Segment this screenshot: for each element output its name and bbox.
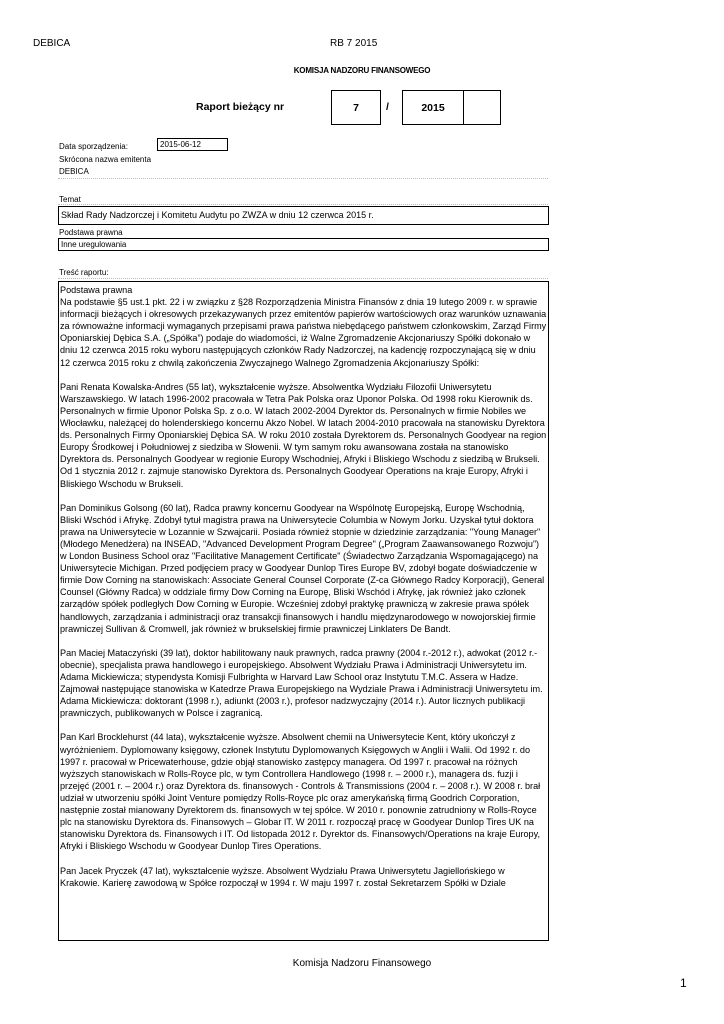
page-number: 1 [680, 976, 687, 990]
report-content [58, 281, 549, 941]
header-report-code: RB 7 2015 [330, 38, 378, 49]
issuer-divider [58, 177, 548, 179]
page-title: KOMISJA NADZORU FINANSOWEGO [293, 66, 431, 75]
header-issuer: DEBICA [33, 38, 71, 49]
content-paragraph: Pan Jacek Pryczek (47 lat), wykształcenie wyższe. Absolwent Wydziału Prawa Uniwersytetu Jagiellońskiego w Krakowie. Karierę zawodową w Spółce rozpoczął w 1994 r. W maju 1997 r. został Sekretarzem Spółki w Dziale [60, 865, 506, 888]
content-divider [58, 277, 548, 279]
topic-field: Skład Rady Nadzorczej i Komitetu Audytu po ZWZA w dniu 12 czerwca 2015 r. [58, 206, 549, 225]
content-paragraph: Podstawa prawna Na podstawie §5 ust.1 pkt. 22 i w związku z §28 Rozporządzenia Ministra Finansów z dnia 19 lutego 2009 r. w sprawie informacji bieżących i okresowych przekazywanych przez emitentów papierów wartościowych oraz warunków uznawania za równoważne informacji wymaganych przepisami prawa państwa niebędącego państwem członkowskim, Zarząd Firmy Oponiarskiej Dębica S.A. („Spółka”) podaje do wiadomości, iż Walne Zgromadzenie Akcjonariuszy Spółki dokonało w dniu 12 czerwca 2015 roku wyboru następujących członków Rady Nadzorczej, na kadencję rozpoczynającą się w dniu 12 czerwca 2015 roku z chwilą zakończenia Zwyczajnego Walnego Zgromadzenia Akcjonariuszy Spółki: [60, 285, 547, 368]
report-year-box: 2015 [402, 90, 464, 125]
topic-divider [58, 203, 548, 205]
content-paragraph: Pani Renata Kowalska-Andres (55 lat), wykształcenie wyższe. Absolwentka Wydziału Filozofii Uniwersytetu Warszawskiego. W latach 1996-2002 pracowała w Tetra Pak Polska oraz Uponor Polska. Od 1998 roku Kierownik ds. Personalnych w firmie Uponor Polska Sp. z o.o. W latach 2002-2004 Dyrektor ds. Personalnych w firmie Nobiles we Włocławku, należącej do holenderskiego koncernu Akzo Nobel. W latach 2004-2010 pracowała na stanowisku Dyrektora ds. Personalnych Firmy Oponiarskiej Dębica SA. W roku 2010 została Dyrektorem ds. Personalnych Goodyear na region Europy Środkowej i Południowej z siedziba w Słowenii. W tym samym roku awansowana została na stanowisko Dyrektora ds. Personalnych Goodyear w regionie Europy Wschodniej, Afryki i Bliskiego Wschodu z siedzibą w Brukseli. Od 1 stycznia 2012 r. zajmuje stanowisko Dyrektora ds. Personalnych Goodyear Operations na kraje Europy, Afryki i Bliskiego Wschodu w Brukseli. [60, 381, 547, 489]
content-paragraph: Pan Dominikus Golsong (60 lat), Radca prawny koncernu Goodyear na Wspólnotę Europejską, Europę Wschodnią, Bliski Wschód i Afrykę. Zdobył tytuł magistra prawa na Uniwersytecie Columbia w Nowym Jorku. Uzyskał tytuł doktora prawa na Uniwersytecie w Lozannie w Szwajcarii. Posiada również stopnie w dziedzinie zarządzania: "Young Manager" (Młodego Menedżera) na INSEAD, "Advanced Development Program Degree" („Program Zaawansowanego Rozwoju”) w London Business School oraz "Facilitative Management Certificate" (Świadectwo Zarządzania Wspomagającego) na Uniwersytecie Michigan. Przed podjęciem pracy w Goodyear Dunlop Tires Europe BV, zdobył bogate doświadczenie w firmie Dow Corning na stanowiskach: Associate General Counsel Corporate (Z-ca Głównego Radcy Korporacji), General Counsel (Główny Radca) w oddziale firmy Dow Corning na Europę, Bliski Wschód i Afrykę, jak również jako członek zarządów spółek podległych Dow Corning w Europie. Wcześniej zdobył praktykę prawniczą w zakresie prawa spółek handlowych, zarządzania i administracji oraz transakcji finansowych i handlu międzynarodowego w nowojorskiej firmie prawniczej Sullivan & Cromwell, jak również w brukselskiej firmie prawniczej Linklaters De Bandt. [60, 502, 545, 634]
footer-text: Komisja Nadzoru Finansowego [292, 958, 432, 969]
date-label: Data sporządzenia: [59, 142, 128, 151]
report-separator: / [386, 101, 389, 113]
content-paragraph: Pan Karl Brocklehurst (44 lata), wykształcenie wyższe. Absolwent chemii na Uniwersytecie Kent, który ukończył z wyróżnieniem. Dyplomowany księgowy, członek Instytutu Dyplomowanych Księgowych w Anglii i Walii. Od 1992 r. do 1997 r. pracował w Pricewaterhouse, gdzie objął stanowisko zastępcy managera. Od 1997 r. pracował na różnych wyższych stanowiskach w Rolls-Royce plc, w tym Controllera Handlowego (1998 r. – 2000 r.), managera ds. fuzji i przejęć (2001 r. – 2004 r.) oraz Dyrektora ds. finansowych - Controls & Transmissions (2004 r. – 2008 r.). W 2008 r. brał udział w utworzeniu spółki Joint Venture pomiędzy Rolls-Royce plc oraz amerykańską firmą Goodrich Corporation, następnie został mianowany Dyrektorem ds. finansowych w tej spółce. W 2010 r. ponownie zatrudniony w Rolls-Royce plc na stanowisku Dyrektora ds. Finansowych – Globar IT. W 2011 r. rozpoczął pracę w Goodyear Dunlop Tires UK na stanowisku Dyrektora ds. Finansowych i IT. Od listopada 2012 r. Dyrektor ds. Finansowych/Operations na kraje Europy, Afryki i Bliskiego Wschodu w Goodyear Dunlop Tires Operations. [60, 732, 541, 852]
issuer-label: Skrócona nazwa emitenta [59, 155, 152, 164]
legal-basis-field: Inne uregulowania [58, 238, 549, 251]
content-paragraph: Pan Maciej Mataczyński (39 lat), doktor habilitowany nauk prawnych, radca prawny (2004 r.-2012 r.), adwokat (2012 r.-obecnie), specjalista prawa handlowego i europejskiego. Absolwent Wydziału Prawa i Administracji Uniwersytetu im. Adama Mickiewicza; stypendysta Komisji Fulbrighta w Harvard Law School oraz Instytutu T.M.C. Assera w Hadze. Zajmował następujące stanowiska w Katedrze Prawa Europejskiego na Wydziale Prawa i Administracji Uniwersytetu im. Adama Mickiewicza: doktorant (1998 r.), adiunkt (2003 r.), profesor nadzwyczajny (2014 r.). Autor licznych publikacji prawniczych, publikowanych w Polsce i zagranicą. [60, 647, 543, 719]
date-field: 2015-06-12 [157, 138, 228, 151]
content-label: Treść raportu: [59, 268, 109, 277]
issuer-value: DEBICA [59, 167, 89, 176]
topic-label: Temat [59, 195, 81, 204]
legal-basis-label: Podstawa prawna [59, 228, 123, 237]
report-number-box: 7 [331, 90, 381, 125]
report-number-label: Raport bieżący nr [196, 101, 285, 113]
report-empty-box [464, 90, 501, 125]
